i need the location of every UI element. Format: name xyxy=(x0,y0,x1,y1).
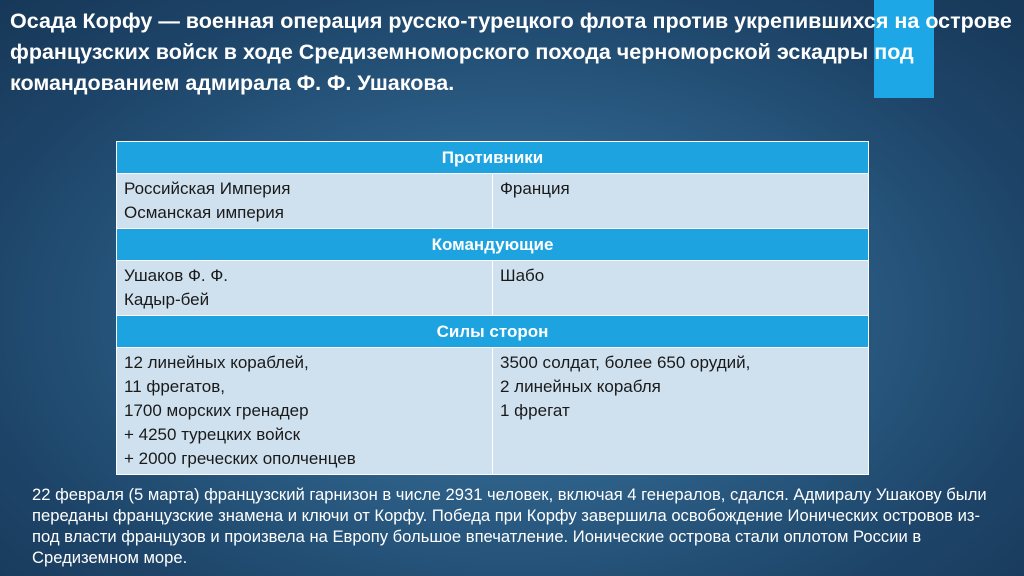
opponents-left-cell xyxy=(117,174,493,229)
cell-line: Ушаков Ф. Ф. xyxy=(124,266,228,285)
forces-header: Силы сторон xyxy=(117,316,869,348)
slide-title: Осада Корфу — военная операция русско-турецкого флота против укрепившихся на острове французских войск в ходе Средиземноморского похода черноморской эскадры под командованием адмирала Ф. Ф. Ушакова. xyxy=(10,9,1012,95)
cell-line: 3500 солдат, более 650 орудий, xyxy=(500,353,751,372)
cell-line: Франция xyxy=(500,179,570,198)
cell-line: Российская Империя xyxy=(124,179,291,198)
cell-line: 1700 морских гренадер xyxy=(124,401,309,420)
cell-line: 2 линейных корабля xyxy=(500,377,661,396)
cell-line: + 2000 греческих ополченцев xyxy=(124,449,356,468)
opponents-table xyxy=(116,141,869,475)
table-row xyxy=(117,174,869,229)
cell-line: Османская империя xyxy=(124,203,284,222)
table-row xyxy=(117,348,869,475)
opponents-header: Противники xyxy=(117,142,869,174)
opponents-right-cell xyxy=(493,174,869,229)
cell-line: Кадыр-бей xyxy=(124,290,210,309)
forces-left-cell xyxy=(117,348,493,475)
table-row xyxy=(117,142,869,174)
cell-line: Шабо xyxy=(500,266,545,285)
table-row xyxy=(117,261,869,316)
cell-line: 1 фрегат xyxy=(500,401,570,420)
cell-line: 12 линейных кораблей, xyxy=(124,353,309,372)
footer-paragraph: 22 февраля (5 марта) французский гарнизон в числе 2931 человек, включая 4 генералов, сдался. Адмиралу Ушакову были переданы французские знамена и ключи от Корфу. Победа при Корфу завершила освобождение Ионических островов из-под власти французов и произвела на Европу большое впечатление. Ионические острова стали оплотом России в Средиземном море. xyxy=(32,485,987,567)
forces-right-cell xyxy=(493,348,869,475)
cell-line: 11 фрегатов, xyxy=(124,377,225,396)
cell-line: + 4250 турецких войск xyxy=(124,425,301,444)
commanders-left-cell xyxy=(117,261,493,316)
table-row xyxy=(117,229,869,261)
table-row xyxy=(117,316,869,348)
commanders-right-cell xyxy=(493,261,869,316)
commanders-header: Командующие xyxy=(117,229,869,261)
